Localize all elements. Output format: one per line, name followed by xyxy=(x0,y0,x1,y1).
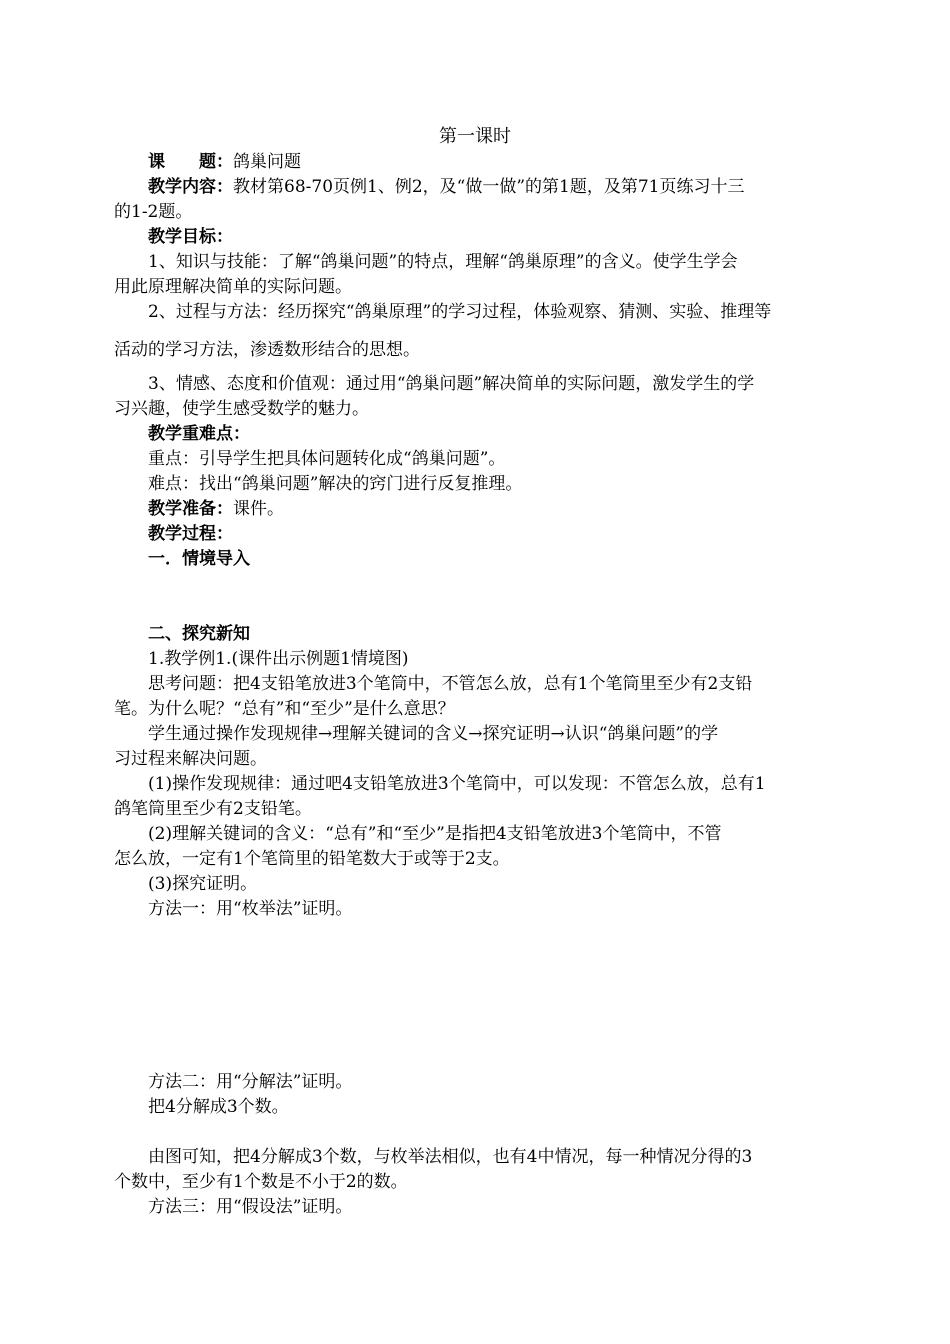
prep-value: 课件。 xyxy=(233,499,284,519)
process-heading: 教学过程： xyxy=(148,524,233,544)
goal-3-line-2: 习兴趣，使学生感受数学的魅力。 xyxy=(114,399,369,419)
method-1-line: 方法一：用“枚举法”证明。 xyxy=(148,899,353,919)
key-points-heading: 教学重难点： xyxy=(148,424,250,444)
flow-line-1: 学生通过操作发现规律→理解关键词的含义→探究证明→认识“鸽巢问题”的学 xyxy=(148,724,719,744)
example-1-line: 1.教学例1.(课件出示例题1情境图) xyxy=(148,649,409,669)
conclusion-line-1: 由图可知，把4分解成3个数，与枚举法相似，也有4中情况，每一种情况分得的3 xyxy=(148,1147,753,1167)
content-label: 教学内容： xyxy=(148,177,233,197)
page-title: 第一课时 xyxy=(439,126,511,147)
step-1-line-2: 鸽笔筒里至少有2支铅笔。 xyxy=(114,799,312,819)
subject-label: 课 题： xyxy=(148,152,233,172)
subject-value: 鸽巢问题 xyxy=(233,152,301,172)
goal-2-line-2: 活动的学习方法，渗透数形结合的思想。 xyxy=(114,340,420,360)
content-line xyxy=(148,175,744,199)
content-line-2: 的1-2题。 xyxy=(114,202,193,222)
method-3-line: 方法三：用“假设法”证明。 xyxy=(148,1197,353,1217)
prep-line xyxy=(148,497,284,521)
key-point-text: 重点：引导学生把具体问题转化成“鸽巢问题”。 xyxy=(148,449,506,469)
step-2-line-2: 怎么放，一定有1个笔筒里的铅笔数大于或等于2支。 xyxy=(114,849,510,869)
split-line: 把4分解成3个数。 xyxy=(148,1097,289,1117)
method-2-line: 方法二：用“分解法”证明。 xyxy=(148,1072,353,1092)
section-1-heading: 一．情境导入 xyxy=(148,549,250,569)
conclusion-line-2: 个数中，至少有1个数是不小于2的数。 xyxy=(114,1172,408,1192)
goal-1-line-2: 用此原理解决简单的实际问题。 xyxy=(114,277,352,297)
step-3-line: (3)探究证明。 xyxy=(148,874,258,894)
difficulty-text: 难点：找出“鸽巢问题”解决的窍门进行反复推理。 xyxy=(148,474,523,494)
think-line-1: 思考问题：把4支铅笔放进3个笔筒中，不管怎么放，总有1个笔筒里至少有2支铅 xyxy=(148,674,753,694)
step-1-line-1: (1)操作发现规律：通过吧4支铅笔放进3个笔筒中，可以发现：不管怎么放，总有1 xyxy=(148,774,766,794)
step-2-line-1: (2)理解关键词的含义：“总有”和“至少”是指把4支铅笔放进3个笔筒中，不管 xyxy=(148,824,722,844)
think-line-2: 笔。为什么呢？“总有”和“至少”是什么意思？ xyxy=(114,699,455,719)
goal-1-line-1: 1、知识与技能：了解“鸽巢问题”的特点，理解“鸽巢原理”的含义。使学生学会 xyxy=(148,252,738,272)
goals-heading: 教学目标： xyxy=(148,227,233,247)
content-value: 教材第68-70页例1、例2，及“做一做”的第1题，及第71页练习十三 xyxy=(233,177,745,197)
section-2-heading: 二、探究新知 xyxy=(148,624,250,644)
prep-label: 教学准备： xyxy=(148,499,233,519)
flow-line-2: 习过程来解决问题。 xyxy=(114,749,267,769)
goal-2-line-1: 2、过程与方法：经历探究“鸽巢原理”的学习过程，体验观察、猜测、实验、推理等 xyxy=(148,302,772,322)
goal-3-line-1: 3、情感、态度和价值观：通过用“鸽巢问题”解决简单的实际问题，激发学生的学 xyxy=(148,374,755,394)
subject-line xyxy=(148,150,301,174)
